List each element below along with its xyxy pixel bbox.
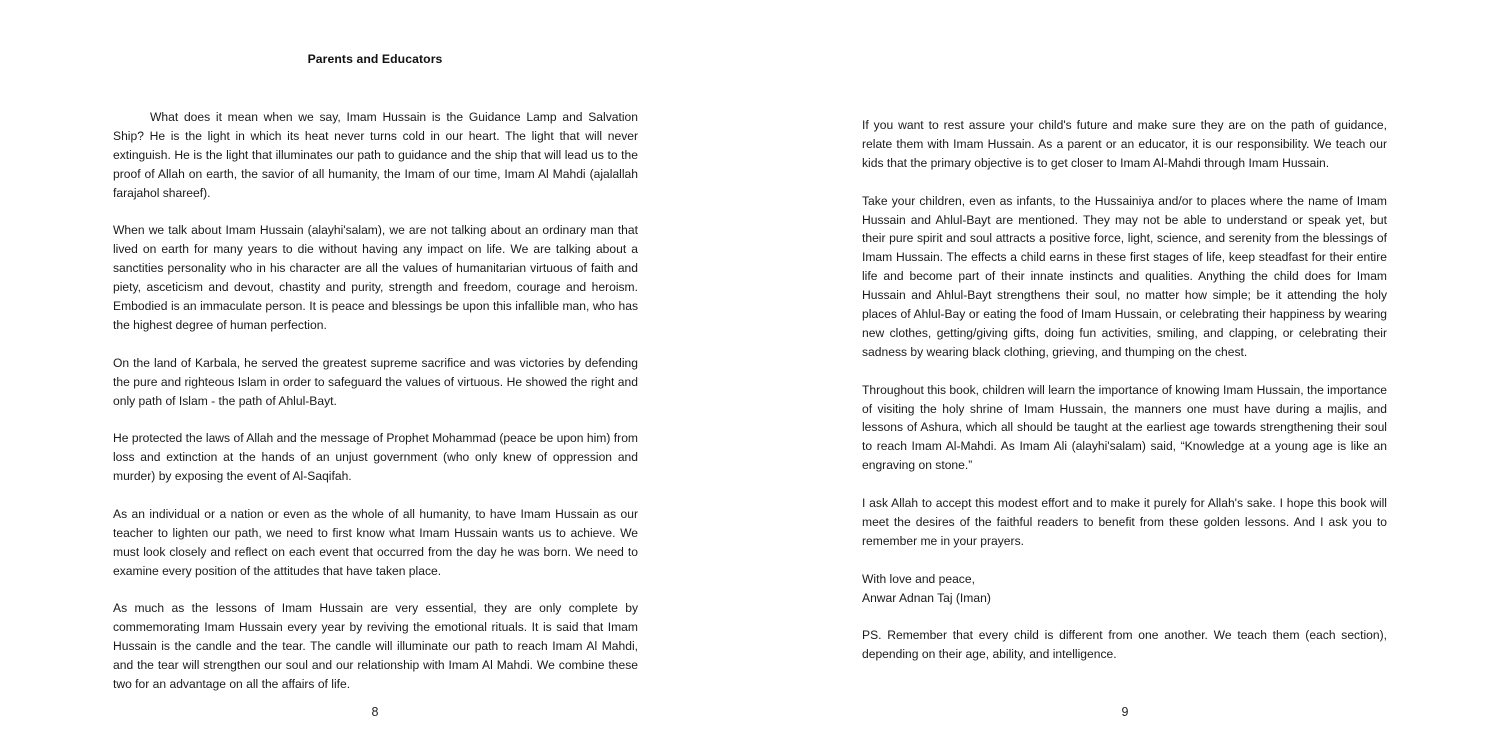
right-body [862, 116, 1387, 683]
page-number: 9 [1121, 705, 1129, 719]
paragraph: Take your children, even as infants, to the Hussainiya and/or to places where the name of Imam Hussain and Ahlul-Bayt are mentioned. They may not be able to understand or speak yet, but their pure spirit and soul attracts a positive force, light, science, and serenity from the blessings of Imam Hussain. The effects a child earns in these first stages of life, keep steadfast for their entire life and become part of their innate instincts and qualities. Anything the child does for Imam Hussain and Ahlul-Bayt strengthens their soul, no matter how simple; be it attending the holy places of Ahlul-Bay or eating the food of Imam Hussain, or celebrating their happiness by wearing new clothes, getting/giving gifts, doing fun activities, smiling, and clapping, or celebrating their sadness by wearing black clothing, grieving, and thumping on the chest. [862, 193, 1387, 359]
paragraph: What does it mean when we say, Imam Hussain is the Guidance Lamp and Salvation Ship? He is the light in which its heat never turns cold in our heart. The light that will never extinguish. He is the light that illuminates our path to guidance and the ship that will lead us to the proof of Allah on earth, the savior of all humanity, the Imam of our time, Imam Al Mahdi (ajalallah farajahol shareef). [113, 110, 638, 200]
paragraph: As much as the lessons of Imam Hussain are very essential, they are only complete by commemorating Imam Hussain every year by reviving the emotional rituals. It is said that Imam Hussain is the candle and the tear. The candle will illuminate our path to reach Imam Al Mahdi, and the tear will strengthen our soul and our relationship with Imam Al Mahdi. We combine these two for an advantage on all the affairs of life. [113, 601, 638, 692]
paragraph: On the land of Karbala, he served the greatest supreme sacrifice and was victories by defending the pure and righteous Islam in order to safeguard the values of virtuous. He showed the right and only path of Islam - the path of Ahlul-Bayt. [113, 355, 638, 408]
paragraph: When we talk about Imam Hussain (alayhi'salam), we are not talking about an ordinary man that lived on earth for many years to die without having any impact on life. We are talking about a sanctities personality who in his character are all the values of humanitarian virtuous of faith and piety, asceticism and devout, chastity and purity, strength and freedom, courage and heroism. Embodied is an immaculate person. It is peace and blessings be upon this infallible man, who has the highest degree of human perfection. [113, 223, 638, 332]
page-heading: Parents and Educators [307, 52, 443, 66]
paragraph: He protected the laws of Allah and the message of Prophet Mohammad (peace be upon him) from loss and extinction at the hands of an unjust government (who only knew of oppression and murder) by exposing the event of Al-Saqifah. [113, 431, 638, 484]
postscript: PS. Remember that every child is different from one another. We teach them (each section), depending on their age, ability, and intelligence. [862, 628, 1387, 662]
paragraph: I ask Allah to accept this modest effort and to make it purely for Allah's sake. I hope this book will meet the desires of the faithful readers to benefit from these golden lessons. And I ask you to remember me in your prayers. [862, 496, 1387, 548]
left-body [113, 108, 638, 713]
author-name: Anwar Adnan Taj (Iman) [862, 590, 991, 605]
paragraph: As an individual or a nation or even as the whole of all humanity, to have Imam Hussain as our teacher to lighten our path, we need to first know what Imam Hussain wants us to achieve. We must look closely and reflect on each event that occurred from the day he was born. We need to examine every position of the attitudes that have taken place. [113, 506, 638, 578]
paragraph: Throughout this book, children will learn the importance of knowing Imam Hussain, the importance of visiting the holy shrine of Imam Hussain, the manners one must have during a majlis, and lessons of Ashura, which all should be taught at the earliest age towards strengthening their soul to reach Imam Al-Mahdi. As Imam Ali (alayhi'salam) said, “Knowledge at a young age is like an engraving on stone.” [862, 382, 1387, 473]
right-page [750, 0, 1500, 753]
closing-signature [862, 570, 1387, 608]
paragraph: If you want to rest assure your child's future and make sure they are on the path of guidance, relate them with Imam Hussain. As a parent or an educator, it is our responsibility. We teach our kids that the primary objective is to get closer to Imam Al-Mahdi through Imam Hussain. [862, 118, 1387, 170]
salutation: With love and peace, [862, 571, 975, 586]
page-number: 8 [371, 705, 379, 719]
